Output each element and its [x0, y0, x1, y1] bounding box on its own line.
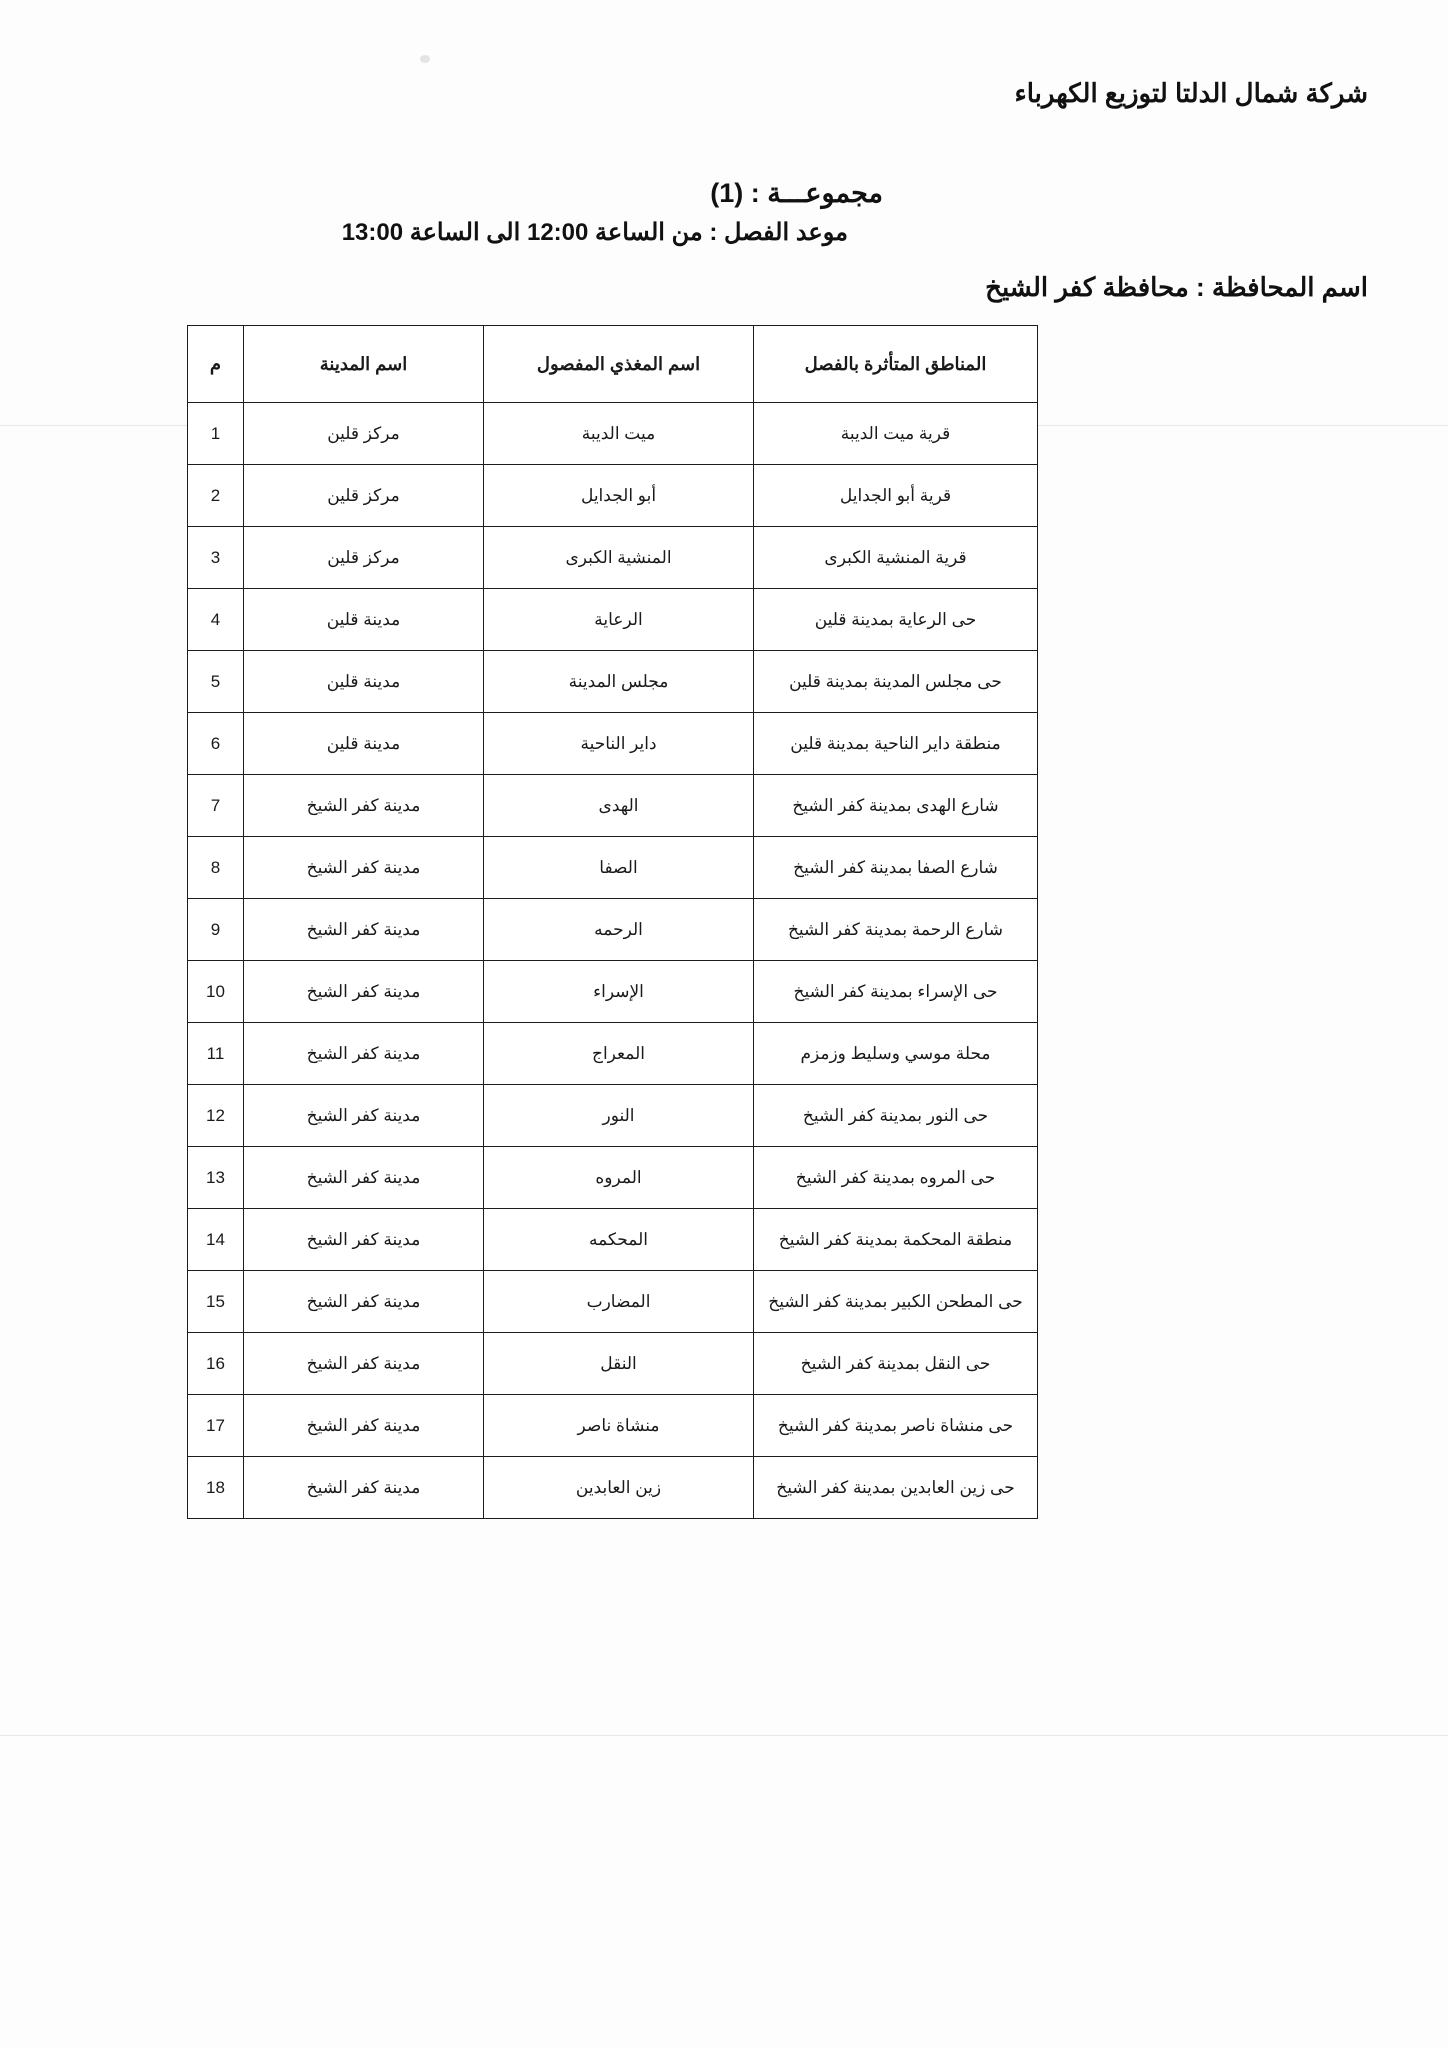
cell-city-name: مدينة كفر الشيخ — [244, 775, 484, 837]
table-row — [188, 589, 1038, 651]
cell-feeder-name: الإسراء — [484, 961, 754, 1023]
column-header-areas: المناطق المتأثرة بالفصل — [754, 326, 1038, 403]
cell-affected-areas: شارع الهدى بمدينة كفر الشيخ — [754, 775, 1038, 837]
cell-affected-areas: شارع الصفا بمدينة كفر الشيخ — [754, 837, 1038, 899]
cell-feeder-name: الرعاية — [484, 589, 754, 651]
cell-city-name: مدينة كفر الشيخ — [244, 1271, 484, 1333]
table-row — [188, 1023, 1038, 1085]
cell-row-number: 10 — [188, 961, 244, 1023]
cell-city-name: مدينة كفر الشيخ — [244, 1209, 484, 1271]
cell-feeder-name: الرحمه — [484, 899, 754, 961]
cell-affected-areas: حى منشاة ناصر بمدينة كفر الشيخ — [754, 1395, 1038, 1457]
cell-affected-areas: منطقة داير الناحية بمدينة قلين — [754, 713, 1038, 775]
cell-row-number: 16 — [188, 1333, 244, 1395]
scan-artifact-line — [0, 1735, 1448, 1736]
cell-feeder-name: الهدى — [484, 775, 754, 837]
group-label: مجموعـــة : (1) — [710, 178, 883, 208]
column-header-city: اسم المدينة — [244, 326, 484, 403]
cell-affected-areas: حى النور بمدينة كفر الشيخ — [754, 1085, 1038, 1147]
cell-feeder-name: النور — [484, 1085, 754, 1147]
cell-city-name: مدينة كفر الشيخ — [244, 1333, 484, 1395]
outage-time-label: موعد الفصل : من الساعة 12:00 الى الساعة 13:00 — [341, 219, 848, 246]
table-row — [188, 837, 1038, 899]
cell-row-number: 4 — [188, 589, 244, 651]
schedule-table-wrapper — [188, 325, 1038, 1519]
cell-city-name: مدينة كفر الشيخ — [244, 837, 484, 899]
cell-city-name: مدينة كفر الشيخ — [244, 1023, 484, 1085]
table-row — [188, 899, 1038, 961]
table-row — [188, 1271, 1038, 1333]
cell-affected-areas: حى الرعاية بمدينة قلين — [754, 589, 1038, 651]
table-body — [188, 403, 1038, 1519]
cell-city-name: مدينة قلين — [244, 589, 484, 651]
table-row — [188, 1333, 1038, 1395]
cell-row-number: 12 — [188, 1085, 244, 1147]
cell-feeder-name: المضارب — [484, 1271, 754, 1333]
cell-city-name: مدينة قلين — [244, 713, 484, 775]
cell-affected-areas: حى الإسراء بمدينة كفر الشيخ — [754, 961, 1038, 1023]
cell-city-name: مدينة كفر الشيخ — [244, 961, 484, 1023]
cell-affected-areas: حى مجلس المدينة بمدينة قلين — [754, 651, 1038, 713]
cell-affected-areas: قرية أبو الجدايل — [754, 465, 1038, 527]
table-row — [188, 527, 1038, 589]
cell-row-number: 17 — [188, 1395, 244, 1457]
cell-row-number: 3 — [188, 527, 244, 589]
cell-row-number: 9 — [188, 899, 244, 961]
table-row — [188, 775, 1038, 837]
cell-affected-areas: محلة موسي وسليط وزمزم — [754, 1023, 1038, 1085]
cell-feeder-name: أبو الجدايل — [484, 465, 754, 527]
cell-row-number: 11 — [188, 1023, 244, 1085]
table-row — [188, 1147, 1038, 1209]
cell-affected-areas: منطقة المحكمة بمدينة كفر الشيخ — [754, 1209, 1038, 1271]
cell-feeder-name: المروه — [484, 1147, 754, 1209]
cell-feeder-name: داير الناحية — [484, 713, 754, 775]
cell-affected-areas: حى المطحن الكبير بمدينة كفر الشيخ — [754, 1271, 1038, 1333]
table-row — [188, 465, 1038, 527]
cell-city-name: مدينة كفر الشيخ — [244, 1457, 484, 1519]
cell-row-number: 18 — [188, 1457, 244, 1519]
table-row — [188, 403, 1038, 465]
cell-feeder-name: النقل — [484, 1333, 754, 1395]
company-title: شركة شمال الدلتا لتوزيع الكهرباء — [1014, 78, 1368, 108]
table-header-row — [188, 326, 1038, 403]
cell-row-number: 7 — [188, 775, 244, 837]
cell-city-name: مدينة كفر الشيخ — [244, 1085, 484, 1147]
cell-row-number: 6 — [188, 713, 244, 775]
cell-row-number: 13 — [188, 1147, 244, 1209]
cell-row-number: 15 — [188, 1271, 244, 1333]
cell-feeder-name: ميت الديبة — [484, 403, 754, 465]
governorate-label: اسم المحافظة : محافظة كفر الشيخ — [985, 272, 1368, 302]
table-row — [188, 1457, 1038, 1519]
cell-feeder-name: الصفا — [484, 837, 754, 899]
cell-affected-areas: حى المروه بمدينة كفر الشيخ — [754, 1147, 1038, 1209]
column-header-num: م — [188, 326, 244, 403]
table-row — [188, 713, 1038, 775]
cell-feeder-name: المنشية الكبرى — [484, 527, 754, 589]
cell-affected-areas: شارع الرحمة بمدينة كفر الشيخ — [754, 899, 1038, 961]
cell-feeder-name: المحكمه — [484, 1209, 754, 1271]
cell-city-name: مدينة كفر الشيخ — [244, 1395, 484, 1457]
cell-feeder-name: المعراج — [484, 1023, 754, 1085]
cell-affected-areas: قرية ميت الديبة — [754, 403, 1038, 465]
cell-row-number: 5 — [188, 651, 244, 713]
column-header-feeder: اسم المغذي المفصول — [484, 326, 754, 403]
cell-city-name: مدينة كفر الشيخ — [244, 1147, 484, 1209]
cell-city-name: مركز قلين — [244, 527, 484, 589]
schedule-table — [187, 325, 1038, 1519]
table-row — [188, 651, 1038, 713]
cell-city-name: مركز قلين — [244, 403, 484, 465]
scan-artifact-speck — [420, 55, 430, 63]
table-row — [188, 1209, 1038, 1271]
cell-feeder-name: زين العابدين — [484, 1457, 754, 1519]
cell-affected-areas: قرية المنشية الكبرى — [754, 527, 1038, 589]
cell-row-number: 1 — [188, 403, 244, 465]
cell-feeder-name: مجلس المدينة — [484, 651, 754, 713]
cell-city-name: مدينة قلين — [244, 651, 484, 713]
table-row — [188, 961, 1038, 1023]
cell-row-number: 14 — [188, 1209, 244, 1271]
table-row — [188, 1085, 1038, 1147]
cell-affected-areas: حى النقل بمدينة كفر الشيخ — [754, 1333, 1038, 1395]
cell-city-name: مدينة كفر الشيخ — [244, 899, 484, 961]
cell-row-number: 8 — [188, 837, 244, 899]
cell-city-name: مركز قلين — [244, 465, 484, 527]
cell-row-number: 2 — [188, 465, 244, 527]
table-row — [188, 1395, 1038, 1457]
cell-feeder-name: منشاة ناصر — [484, 1395, 754, 1457]
cell-affected-areas: حى زين العابدين بمدينة كفر الشيخ — [754, 1457, 1038, 1519]
